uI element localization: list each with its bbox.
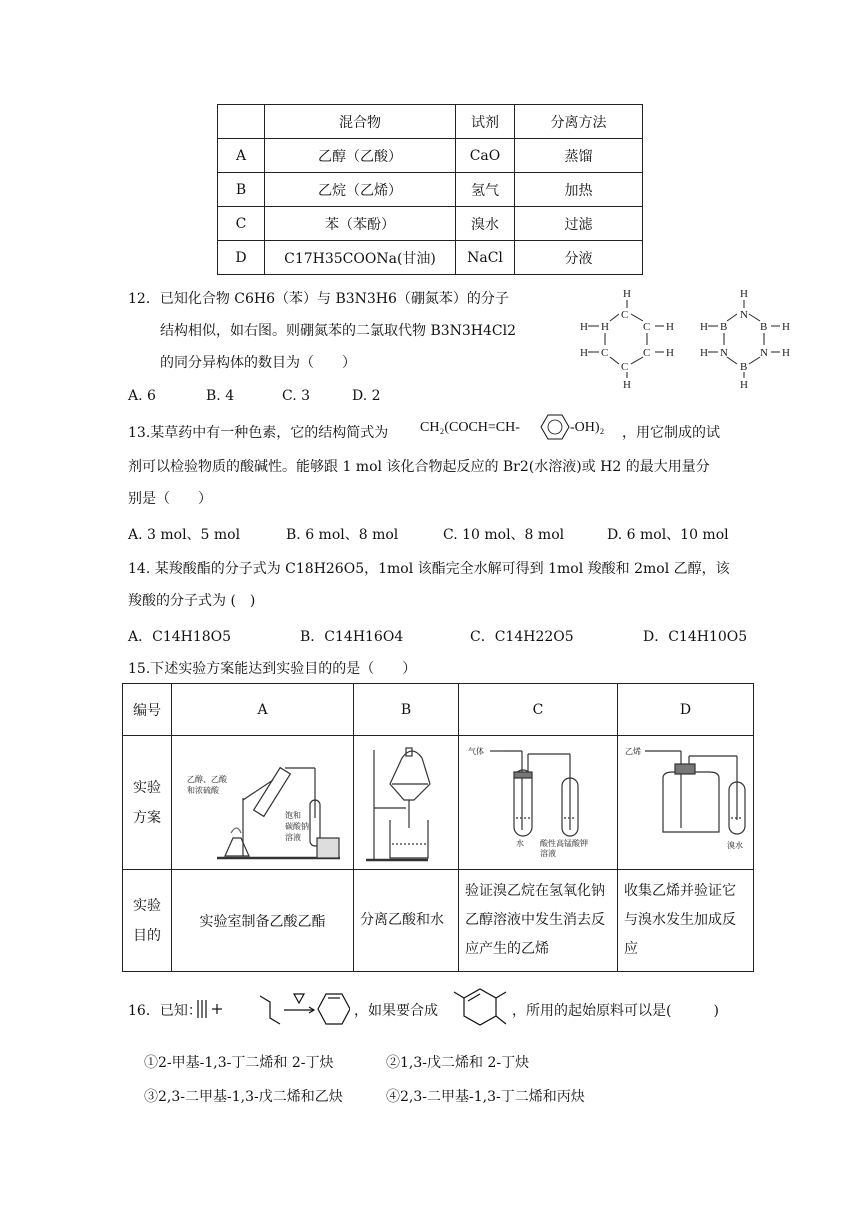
q14-line2: 羧酸的分子式为 ( ) — [128, 593, 256, 609]
benzene-borazine-structures — [575, 284, 800, 394]
svg-text:C: C — [621, 361, 629, 373]
q13-line1a: 13.某草药中有一种色素，它的结构简式为 — [128, 425, 389, 441]
separatory-funnel-figure — [356, 738, 456, 864]
experiment-table — [122, 683, 754, 972]
q12-option-b: B. 4 — [206, 388, 235, 404]
table-cell: 苯（苯酚） — [265, 207, 456, 241]
svg-text:H: H — [623, 379, 631, 391]
q16-middle: ，如果要合成 — [354, 1003, 438, 1019]
fig-label: 溶液 — [285, 832, 301, 842]
svg-text:H: H — [580, 347, 588, 359]
svg-text:C: C — [643, 347, 651, 359]
apparatus-c-figure — [462, 738, 614, 864]
svg-text:C: C — [601, 347, 609, 359]
q16-option-1: ①2-甲基-1,3-丁二烯和 2-丁炔 — [144, 1055, 334, 1071]
table-row — [218, 173, 643, 207]
fig-label: 和浓硫酸 — [187, 785, 219, 795]
svg-text:N: N — [720, 347, 728, 359]
table-cell: D — [618, 684, 754, 736]
svg-text:H: H — [740, 288, 748, 300]
q13-option-b: B. 6 mol、8 mol — [286, 527, 399, 543]
fig-label: 饱和 — [285, 810, 301, 820]
svg-text:N: N — [740, 309, 748, 321]
table-cell: 实验目的 — [123, 870, 172, 972]
fig-label: 碳酸钠 — [285, 821, 309, 831]
q13-line2: 剂可以检验物质的酸碱性。能够跟 1 mol 该化合物起反应的 Br2(水溶液)或 H2 的最大用量分 — [128, 459, 710, 475]
q13-option-d: D. 6 mol、10 mol — [607, 527, 729, 543]
table-header-row — [123, 684, 754, 736]
table-cell: CaO — [456, 139, 515, 173]
table-cell: 混合物 — [265, 105, 456, 139]
table-cell: D — [218, 241, 265, 275]
q13-option-c: C. 10 mol、8 mol — [443, 527, 565, 543]
q16-suffix: ，所用的起始原料可以是( ) — [512, 1003, 719, 1019]
q12-option-a: A. 6 — [128, 388, 156, 404]
table-cell: A — [172, 684, 354, 736]
table-cell: C — [459, 684, 618, 736]
pigment-structure-formula — [420, 410, 620, 444]
table-cell: 分离乙酸和水 — [354, 870, 459, 972]
q13-option-a: A. 3 mol、5 mol — [128, 527, 241, 543]
svg-text:H: H — [666, 321, 674, 333]
diels-alder-reaction-scheme — [194, 988, 350, 1030]
q16-option-4: ④2,3-二甲基-1,3-丁二烯和丙炔 — [386, 1089, 585, 1105]
target-product-structure — [450, 980, 510, 1040]
table-row — [123, 870, 754, 972]
table-cell: 加热 — [515, 173, 643, 207]
fig-label: 溶液 — [540, 848, 556, 858]
q15-line1: 15.下述实验方案能达到实验目的的是（ ） — [128, 661, 417, 677]
svg-text:H: H — [782, 347, 790, 359]
q14-option-b: B．C14H16O4 — [300, 629, 404, 645]
table-cell: NaCl — [456, 241, 515, 275]
svg-text:H: H — [782, 321, 790, 333]
table-cell: 分液 — [515, 241, 643, 275]
apparatus-d-figure — [619, 738, 753, 864]
svg-text:H: H — [601, 321, 609, 333]
svg-text:H: H — [623, 288, 631, 300]
table-cell: 分离方法 — [515, 105, 643, 139]
svg-text:-OH)₂: -OH)₂ — [570, 420, 605, 435]
table-cell: 氢气 — [456, 173, 515, 207]
table-row — [218, 139, 643, 173]
table-cell: A — [218, 139, 265, 173]
table-cell: 实验室制备乙酸乙酯 — [172, 870, 354, 972]
table-cell: 收集乙烯并验证它与溴水发生加成反应 — [618, 870, 754, 972]
fig-label: 溴水 — [726, 840, 743, 850]
fig-label: 酸性高锰酸钾 — [540, 838, 588, 848]
table-row — [218, 241, 643, 275]
svg-text:H: H — [666, 347, 674, 359]
table-cell: 蒸馏 — [515, 139, 643, 173]
table-cell — [172, 736, 354, 870]
svg-text:H: H — [700, 321, 708, 333]
table-cell: 实验方案 — [123, 736, 172, 870]
svg-text:B: B — [760, 321, 768, 333]
q13-line1b: ，用它制成的试 — [622, 425, 720, 441]
svg-text:H: H — [580, 321, 588, 333]
table-cell — [618, 736, 754, 870]
q12-line1: 12．已知化合物 C6H6（苯）与 B3N3H6（硼氮苯）的分子 — [128, 291, 509, 307]
q14-option-c: C．C14H22O5 — [470, 629, 574, 645]
q12-line2: 结构相似，如右图。则硼氮苯的二氯取代物 B3N3H4Cl2 — [160, 323, 517, 339]
q13-line3: 别是（ ） — [128, 491, 212, 507]
table-cell: 编号 — [123, 684, 172, 736]
table-cell: 试剂 — [456, 105, 515, 139]
svg-text:B: B — [740, 361, 748, 373]
apparatus-a-figure — [175, 738, 350, 864]
table-row — [123, 736, 754, 870]
table-cell: 乙烷（乙烯） — [265, 173, 456, 207]
table-cell — [354, 736, 459, 870]
q12-option-d: D. 2 — [352, 388, 381, 404]
table-cell: 溴水 — [456, 207, 515, 241]
svg-text:N: N — [760, 347, 768, 359]
table-cell: 验证溴乙烷在氢氧化钠乙醇溶液中发生消去反应产生的乙烯 — [459, 870, 618, 972]
svg-text:B: B — [720, 321, 728, 333]
table-cell: 过滤 — [515, 207, 643, 241]
table-cell: B — [354, 684, 459, 736]
q16-option-3: ③2,3-二甲基-1,3-戊二烯和乙炔 — [144, 1089, 343, 1105]
table-row — [218, 207, 643, 241]
table-header-row — [218, 105, 643, 139]
q14-line1: 14. 某羧酸酯的分子式为 C18H26O5，1mol 该酯完全水解可得到 1mol 羧酸和 2mol 乙醇，该 — [128, 561, 730, 577]
table-cell: C17H35COONa(甘油) — [265, 241, 456, 275]
fig-label: 乙醇、乙酸 — [187, 774, 227, 784]
q16-prefix: 16．已知： — [128, 1003, 202, 1019]
svg-text:H: H — [700, 347, 708, 359]
q12-line3: 的同分异构体的数目为（ ） — [160, 355, 356, 371]
table-cell — [459, 736, 618, 870]
q12-option-c: C. 3 — [282, 388, 311, 404]
fig-label: 乙烯 — [624, 746, 641, 756]
table-cell: 乙醇（乙酸） — [265, 139, 456, 173]
fig-label: 气体 — [468, 746, 484, 756]
svg-text:C: C — [643, 321, 651, 333]
q16-option-2: ②1,3-戊二烯和 2-丁炔 — [386, 1055, 530, 1071]
svg-text:CH₂(COCH=CH-: CH₂(COCH=CH- — [420, 420, 520, 435]
separation-table — [217, 104, 643, 275]
table-cell — [218, 105, 265, 139]
q14-option-a: A．C14H18O5 — [128, 629, 232, 645]
fig-label: 水 — [516, 838, 524, 848]
svg-text:H: H — [740, 379, 748, 391]
table-cell: C — [218, 207, 265, 241]
svg-text:C: C — [621, 309, 629, 321]
q14-option-d: D．C14H10O5 — [643, 629, 748, 645]
table-cell: B — [218, 173, 265, 207]
